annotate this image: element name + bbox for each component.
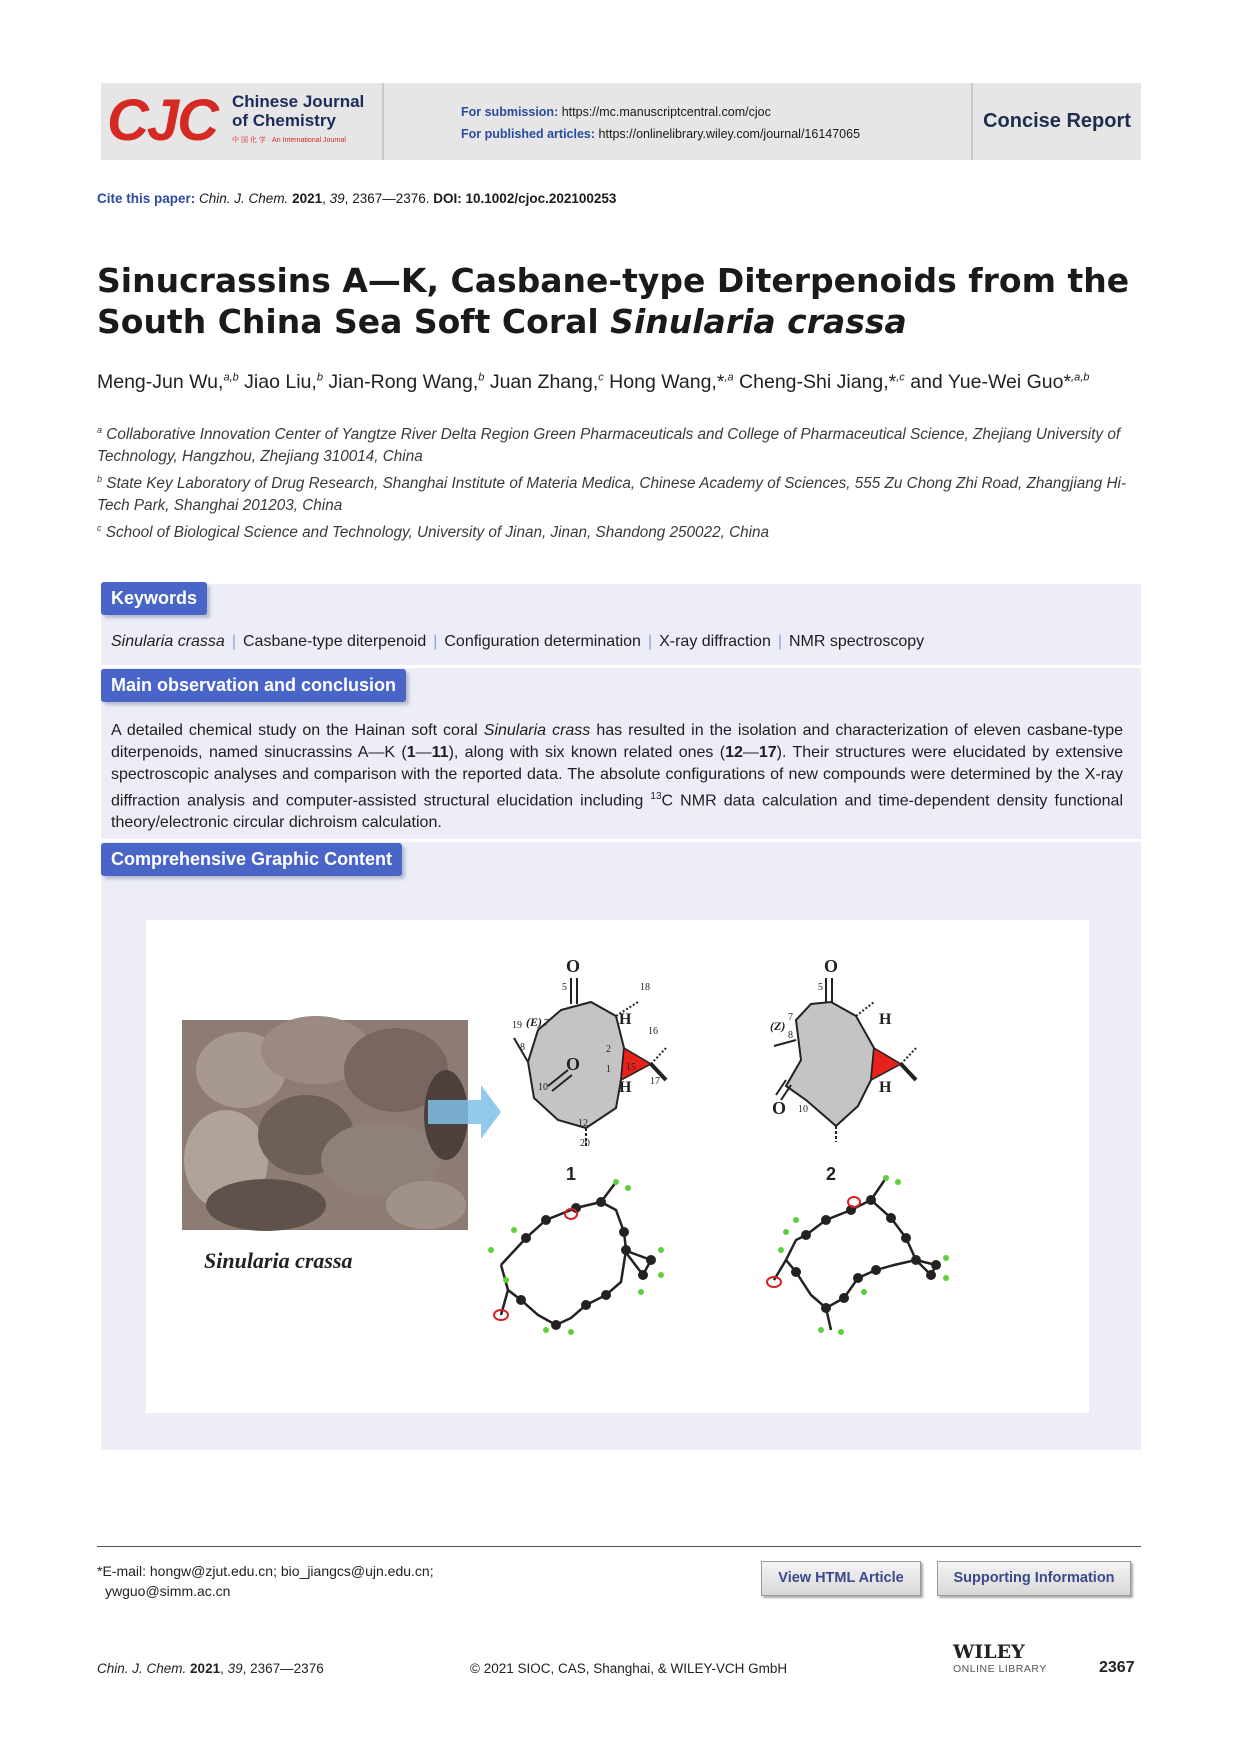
xray-atoms-2 [767, 1175, 949, 1335]
svg-text:O: O [566, 956, 581, 976]
keywords-list: Sinularia crassa | Casbane-type diterpenoid | Configuration determination | X-ray diffraction | NMR spectroscopy [111, 633, 925, 650]
cite-journal: Chin. J. Chem. [199, 191, 289, 206]
svg-text:O: O [824, 956, 839, 976]
keywords-heading: Keywords [101, 582, 207, 615]
cite-doi[interactable]: DOI: 10.1002/cjoc.202100253 [433, 191, 617, 206]
journal-name-line1: Chinese Journal [232, 92, 365, 111]
submission-links [461, 101, 860, 145]
affiliation-c: $^c$ School of Biological Science and Technology, University of Jinan, Jinan, Shandong 250022, China [97, 523, 770, 542]
svg-text:8: 8 [520, 1042, 525, 1053]
keyword[interactable]: Casbane-type diterpenoid [242, 633, 427, 650]
article-title [97, 260, 1147, 342]
svg-text:1: 1 [606, 1064, 611, 1075]
cite-year: 2021 [292, 191, 323, 206]
published-label: For published articles: [461, 127, 596, 141]
svg-text:18: 18 [640, 982, 650, 993]
cyclopropane-ring-2 [871, 1048, 901, 1080]
keyword[interactable]: X-ray diffraction [659, 633, 771, 650]
footer-divider [97, 1546, 1141, 1547]
svg-text:7: 7 [788, 1012, 793, 1023]
author: Juan Zhang,$^c$ [484, 371, 604, 393]
footer-citation: Chin. J. Chem. 2021, 39, 2367—2376 [97, 1661, 324, 1676]
title-main: Sinucrassins A—K, Casbane-type Diterpenoids from the South China Sea Soft Coral [97, 261, 1130, 341]
graphic-content-heading: Comprehensive Graphic Content [101, 843, 402, 876]
keyword[interactable]: NMR spectroscopy [789, 633, 925, 650]
cite-pages: 2367—2376. [352, 191, 430, 206]
keyword[interactable]: Sinularia crassa [111, 633, 225, 650]
compound-1-number: 1 [566, 1164, 577, 1184]
article-type: Concise Report [971, 83, 1141, 160]
svg-text:12: 12 [578, 1118, 588, 1129]
journal-subtitle: 中 国 化 学 · An International Journal [232, 137, 346, 144]
svg-text:H: H [879, 1079, 892, 1096]
email-line-1[interactable]: *E-mail: hongw@zjut.edu.cn; bio_jiangcs@ujn.edu.cn; [97, 1563, 434, 1579]
corresponding-email [97, 1561, 434, 1601]
email-line-2[interactable]: ywguo@simm.ac.cn [105, 1583, 231, 1599]
section-divider [101, 839, 1141, 842]
graphical-abstract-figure [146, 920, 1089, 1413]
submission-link[interactable]: https://mc.manuscriptcentral.com/cjoc [561, 105, 771, 119]
svg-text:H: H [879, 1011, 892, 1028]
citation-line: Cite this paper: Chin. J. Chem. 2021, 39, 2367—2376. DOI: 10.1002/cjoc.202100253 [97, 191, 617, 206]
author: Jiao Liu,$^b$ [238, 371, 323, 393]
affiliations [97, 419, 1141, 544]
svg-text:H: H [619, 1011, 632, 1028]
svg-text:2: 2 [606, 1044, 611, 1055]
cjc-logo-text: CJC [107, 88, 218, 153]
submission-label: For submission: [461, 105, 559, 119]
main-observation-heading: Main observation and conclusion [101, 669, 406, 702]
svg-text:O: O [772, 1098, 787, 1118]
svg-text:8: 8 [788, 1030, 793, 1041]
copyright: © 2021 SIOC, CAS, Shanghai, & WILEY-VCH GmbH [470, 1661, 788, 1676]
svg-text:17: 17 [650, 1076, 660, 1087]
coral-photo [182, 1016, 468, 1231]
xray-structure-2 [774, 1178, 936, 1330]
journal-header-banner [101, 83, 1141, 160]
svg-text:H: H [619, 1079, 632, 1096]
svg-text:16: 16 [648, 1026, 658, 1037]
svg-text:20: 20 [580, 1138, 590, 1149]
xray-atoms-1 [488, 1179, 664, 1335]
author: Hong Wang,*$^{,a}$ [603, 371, 734, 393]
svg-text:10: 10 [798, 1104, 808, 1115]
svg-text:O: O [566, 1054, 581, 1074]
svg-text:(E): (E) [526, 1015, 542, 1029]
affiliation-b: $^b$ State Key Laboratory of Drug Research, Shanghai Institute of Materia Medica, Chinese Academy of Sciences, 555 Zu Chong Zhi Road, Zhangjiang Hi-Tech Park, Shanghai 201203, China [97, 474, 1127, 515]
journal-logo[interactable] [101, 83, 384, 160]
svg-text:5: 5 [562, 982, 567, 993]
author: Cheng-Shi Jiang,*$^{,c}$ [733, 371, 905, 393]
svg-text:15: 15 [626, 1062, 636, 1073]
keyword[interactable]: Configuration determination [444, 633, 641, 650]
author-list [97, 371, 1147, 394]
journal-name-line2: of Chemistry [232, 111, 336, 130]
cite-volume: 39 [329, 191, 345, 206]
author: Meng-Jun Wu,$^{a,b}$ [97, 371, 239, 393]
author: and Yue-Wei Guo*$^{,a,b}$ [904, 371, 1090, 393]
page-number: 2367 [1099, 1659, 1135, 1676]
abstract-text: A detailed chemical study on the Hainan soft coral Sinularia crass has resulted in the isolation and characterization of eleven casbane-type diterpenoids, named sinucrassins A—K (1—11), along with six known related ones (12—17). Their structures were elucidated by extensive spectroscopic analyses and comparison with the reported data. The absolute configurations of new compounds were determined by the X-ray diffraction analysis and computer-assisted structural elucidation including $^{13}$C NMR data calculation and time-dependent density functional theory/electronic circular dichroism calculation. [111, 722, 1124, 832]
svg-text:7: 7 [544, 1018, 549, 1029]
supporting-information-button[interactable]: Supporting Information [937, 1561, 1131, 1596]
compound-2-number: 2 [826, 1164, 837, 1184]
title-species: Sinularia crassa [610, 302, 907, 341]
cite-label: Cite this paper: [97, 191, 196, 206]
published-link[interactable]: https://onlinelibrary.wiley.com/journal/16147065 [598, 127, 861, 141]
section-divider [101, 665, 1141, 668]
coral-species-label: Sinularia crassa [204, 1248, 353, 1273]
svg-text:10: 10 [538, 1082, 548, 1093]
affiliation-a: $^a$ Collaborative Innovation Center of Yangtze River Delta Region Green Pharmaceuticals and College of Pharmaceutical Science, Zhejiang University of Technology, Hangzhou, Zhejiang 310014, China [97, 425, 1121, 466]
view-html-article-button[interactable]: View HTML Article [761, 1561, 921, 1596]
author: Jian-Rong Wang,$^b$ [322, 371, 485, 393]
graphical-abstract [146, 920, 1089, 1413]
svg-text:(Z): (Z) [770, 1019, 786, 1033]
svg-text:19: 19 [512, 1020, 522, 1031]
svg-text:5: 5 [818, 982, 823, 993]
wiley-online-library-logo[interactable]: WILEY ONLINE LIBRARY [953, 1641, 1047, 1675]
